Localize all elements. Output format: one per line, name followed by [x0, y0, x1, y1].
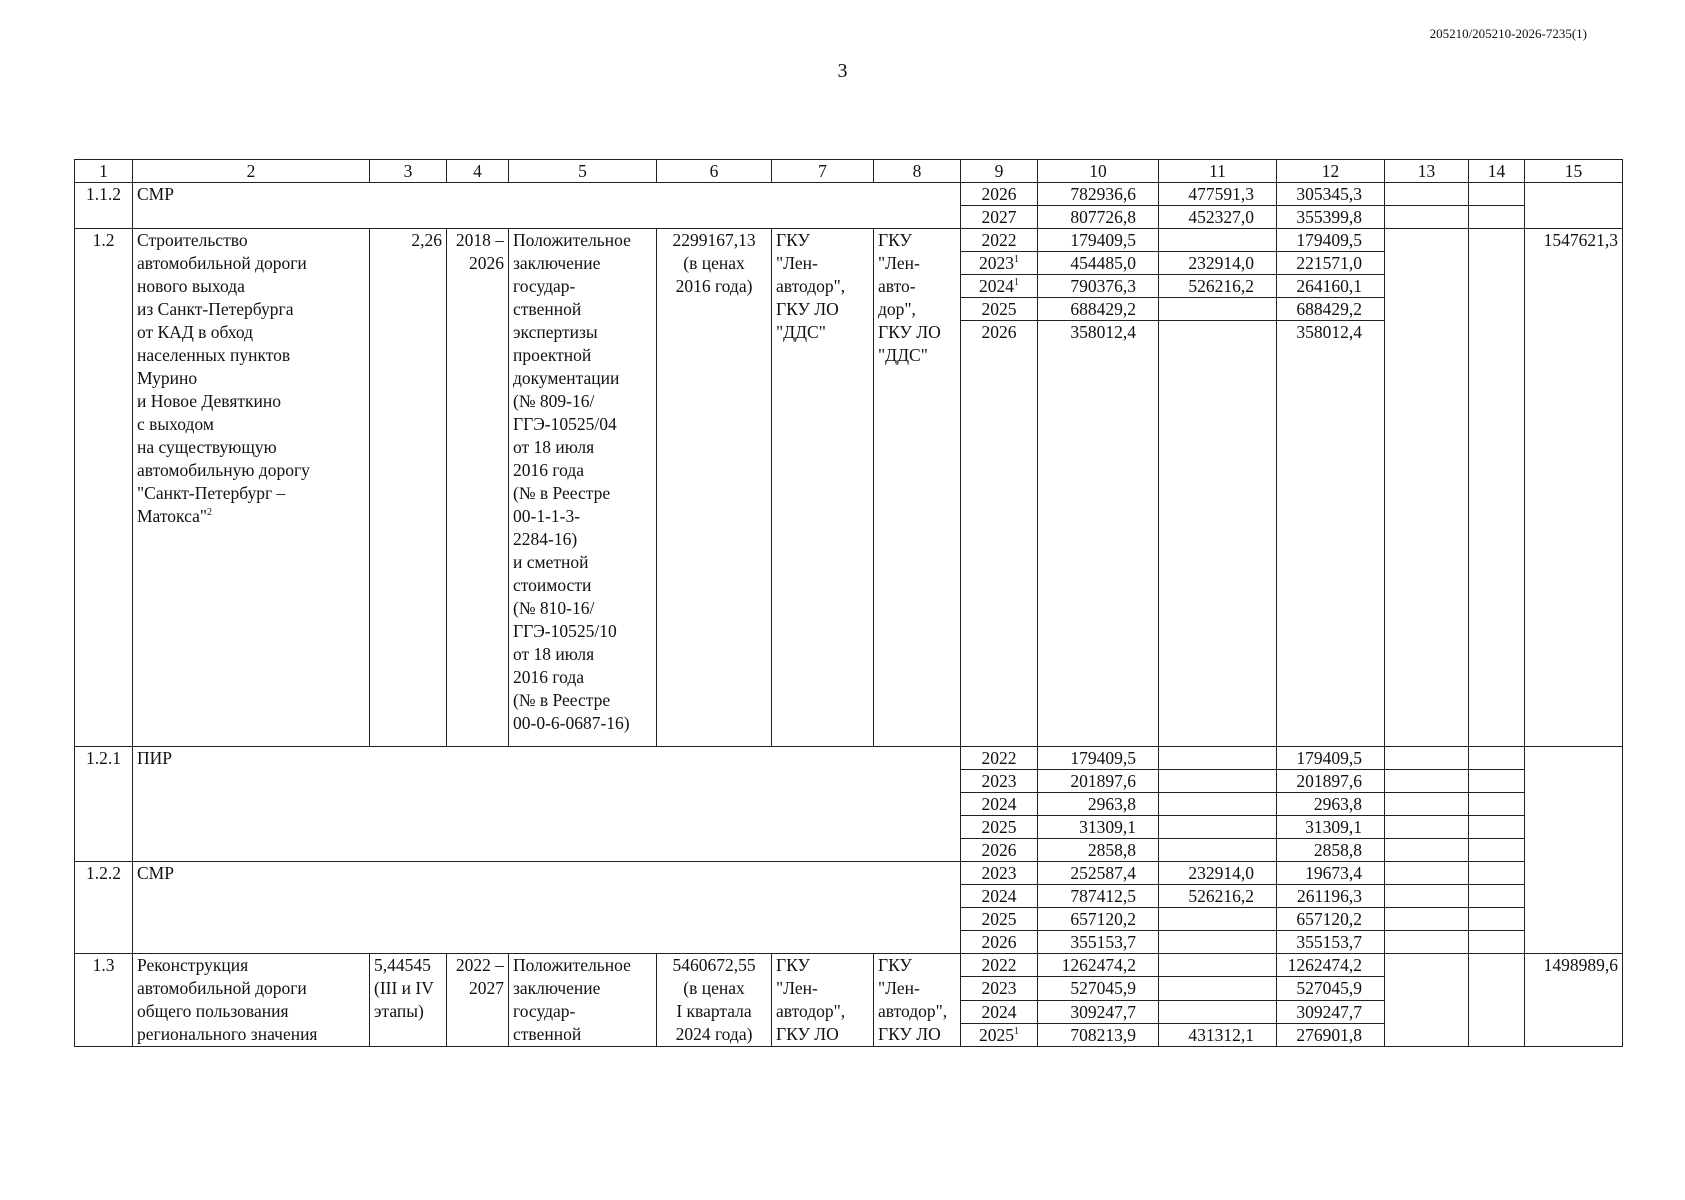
- federal-cell: 452327,0: [1159, 206, 1277, 229]
- total-cell: 179409,5: [1038, 229, 1159, 252]
- total-cell: 252587,4: [1038, 862, 1159, 885]
- federal-cell: [1159, 321, 1277, 344]
- customer-cell: ГКУ "Лен- автодор", ГКУ ЛО "ДДС": [772, 229, 874, 747]
- regional-cell: 657120,2: [1277, 908, 1385, 931]
- federal-cell: [1159, 229, 1277, 252]
- regional-cell: 358012,4: [1277, 321, 1385, 344]
- total-cell: 782936,6: [1038, 183, 1159, 206]
- header-cell: 11: [1159, 160, 1277, 183]
- table-row: [75, 183, 1623, 206]
- table-row: [75, 954, 1623, 977]
- year-cell: 2024: [961, 793, 1038, 816]
- header-cell: 14: [1469, 160, 1525, 183]
- federal-cell: 477591,3: [1159, 183, 1277, 206]
- year-cell: 2024: [961, 1000, 1038, 1023]
- page-number: 3: [837, 60, 848, 82]
- regional-cell: 688429,2: [1277, 298, 1385, 321]
- year-cell: 2025: [961, 298, 1038, 321]
- year-cell: 2026: [961, 931, 1038, 954]
- capacity-cell: 5,44545 (III и IV этапы): [370, 954, 447, 1047]
- regional-cell: 261196,3: [1277, 885, 1385, 908]
- federal-cell: [1159, 977, 1277, 1000]
- federal-cell: [1159, 908, 1277, 931]
- table-row: [75, 229, 1623, 252]
- header-cell: 8: [874, 160, 961, 183]
- total-cell: 309247,7: [1038, 1000, 1159, 1023]
- header-cell: 15: [1525, 160, 1623, 183]
- federal-cell: [1159, 816, 1277, 839]
- year-cell: 2026: [961, 321, 1038, 344]
- regional-cell: 179409,5: [1277, 747, 1385, 770]
- year-cell: 2023$^1$: [961, 252, 1038, 275]
- year-cell: 2025: [961, 816, 1038, 839]
- total-cell: 2963,8: [1038, 793, 1159, 816]
- regional-cell: 276901,8: [1277, 1023, 1385, 1046]
- year-cell: 2025$^1$: [961, 1023, 1038, 1046]
- total-cell: 358012,4: [1038, 321, 1159, 344]
- year-cell: 2025: [961, 908, 1038, 931]
- row-label: ПИР: [133, 747, 961, 862]
- header-cell: 7: [772, 160, 874, 183]
- header-cell: 4: [447, 160, 509, 183]
- expertise-cell: Положительное заключение государ- ственной: [509, 954, 657, 1047]
- regional-cell: 527045,9: [1277, 977, 1385, 1000]
- developer-cell: ГКУ "Лен- автодор", ГКУ ЛО: [874, 954, 961, 1047]
- header-row: [75, 160, 1623, 183]
- regional-cell: 19673,4: [1277, 862, 1385, 885]
- header-cell: 3: [370, 160, 447, 183]
- federal-cell: [1159, 839, 1277, 862]
- total-cell: 2858,8: [1038, 839, 1159, 862]
- year-cell: 2027: [961, 206, 1038, 229]
- federal-cell: 526216,2: [1159, 275, 1277, 298]
- federal-cell: [1159, 298, 1277, 321]
- header-cell: 12: [1277, 160, 1385, 183]
- year-cell: 2023: [961, 862, 1038, 885]
- total-cell: 790376,3: [1038, 275, 1159, 298]
- regional-cell: 355153,7: [1277, 931, 1385, 954]
- row-label: СМР: [133, 183, 961, 229]
- header-cell: 13: [1385, 160, 1469, 183]
- regional-cell: 31309,1: [1277, 816, 1385, 839]
- regional-cell: 179409,5: [1277, 229, 1385, 252]
- regional-cell: 305345,3: [1277, 183, 1385, 206]
- total-cell: 807726,8: [1038, 206, 1159, 229]
- expertise-cell: Положительное заключение государ- ственной экспертизы проектной документации (№ 809-16/ ГГЭ-10525/04 от 18 июля 2016 года (№ в Реестре 00-1-1-3- 2284-16) и сметной стоимости (№ 810-16/ ГГЭ-10525/10 от 18 июля 2016 года (№ в Реестре 00-0-6-0687-16): [509, 229, 657, 747]
- total-cell: 201897,6: [1038, 770, 1159, 793]
- row-number: 1.2.2: [75, 862, 133, 954]
- year-cell: 2024$^1$: [961, 275, 1038, 298]
- total-cell: 527045,9: [1038, 977, 1159, 1000]
- total-cell: 454485,0: [1038, 252, 1159, 275]
- cost-cell: 5460672,55 (в ценах I квартала 2024 года): [657, 954, 772, 1047]
- col15-cell: [1525, 747, 1623, 954]
- total-cell: 355153,7: [1038, 931, 1159, 954]
- col15-cell: 1547621,3: [1525, 229, 1623, 747]
- regional-cell: 309247,7: [1277, 1000, 1385, 1023]
- year-cell: 2026: [961, 183, 1038, 206]
- total-cell: 657120,2: [1038, 908, 1159, 931]
- header-cell: 5: [509, 160, 657, 183]
- developer-cell: ГКУ "Лен- авто- дор", ГКУ ЛО "ДДС": [874, 229, 961, 747]
- header-cell: 6: [657, 160, 772, 183]
- federal-cell: [1159, 1000, 1277, 1023]
- col15-cell: [1525, 183, 1623, 229]
- total-cell: 787412,5: [1038, 885, 1159, 908]
- object-name: Строительство автомобильной дороги нового выхода из Санкт-Петербурга от КАД в обход населенных пунктов Мурино и Новое Девяткино с выходом на существующую автомобильную дорогу "Санкт-Петербург – Матокса"$^2$: [133, 229, 370, 747]
- row-number: 1.1.2: [75, 183, 133, 229]
- period-cell: 2022 – 2027: [447, 954, 509, 1047]
- year-cell: 2023: [961, 770, 1038, 793]
- regional-cell: 2858,8: [1277, 839, 1385, 862]
- cost-cell: 2299167,13 (в ценах 2016 года): [657, 229, 772, 747]
- federal-cell: [1159, 770, 1277, 793]
- total-cell: 708213,9: [1038, 1023, 1159, 1046]
- regional-cell: 2963,8: [1277, 793, 1385, 816]
- row-number: 1.2.1: [75, 747, 133, 862]
- table-row: [75, 747, 1623, 770]
- year-cell: 2026: [961, 839, 1038, 862]
- object-name: Реконструкция автомобильной дороги общего пользования регионального значения: [133, 954, 370, 1047]
- program-table: [74, 159, 1623, 1047]
- capacity-cell: 2,26: [370, 229, 447, 747]
- col15-cell: 1498989,6: [1525, 954, 1623, 1047]
- total-cell: 688429,2: [1038, 298, 1159, 321]
- period-cell: 2018 – 2026: [447, 229, 509, 747]
- row-number: 1.2: [75, 229, 133, 747]
- header-cell: 10: [1038, 160, 1159, 183]
- total-cell: 1262474,2: [1038, 954, 1159, 977]
- header-cell: 2: [133, 160, 370, 183]
- total-cell: 31309,1: [1038, 816, 1159, 839]
- document-id: 205210/205210-2026-7235(1): [1429, 26, 1587, 41]
- row-label: СМР: [133, 862, 961, 954]
- year-cell: 2023: [961, 977, 1038, 1000]
- federal-cell: 232914,0: [1159, 862, 1277, 885]
- total-cell: 179409,5: [1038, 747, 1159, 770]
- table-row: [75, 862, 1623, 885]
- customer-cell: ГКУ "Лен- автодор", ГКУ ЛО: [772, 954, 874, 1047]
- federal-cell: 526216,2: [1159, 885, 1277, 908]
- regional-cell: 1262474,2: [1277, 954, 1385, 977]
- year-cell: 2022: [961, 954, 1038, 977]
- federal-cell: [1159, 793, 1277, 816]
- regional-cell: 221571,0: [1277, 252, 1385, 275]
- row-number: 1.3: [75, 954, 133, 1047]
- year-cell: 2022: [961, 747, 1038, 770]
- header-cell: 1: [75, 160, 133, 183]
- federal-cell: [1159, 931, 1277, 954]
- regional-cell: 355399,8: [1277, 206, 1385, 229]
- federal-cell: [1159, 747, 1277, 770]
- regional-cell: 201897,6: [1277, 770, 1385, 793]
- header-cell: 9: [961, 160, 1038, 183]
- federal-cell: 431312,1: [1159, 1023, 1277, 1046]
- year-cell: 2022: [961, 229, 1038, 252]
- year-cell: 2024: [961, 885, 1038, 908]
- federal-cell: 232914,0: [1159, 252, 1277, 275]
- federal-cell: [1159, 954, 1277, 977]
- regional-cell: 264160,1: [1277, 275, 1385, 298]
